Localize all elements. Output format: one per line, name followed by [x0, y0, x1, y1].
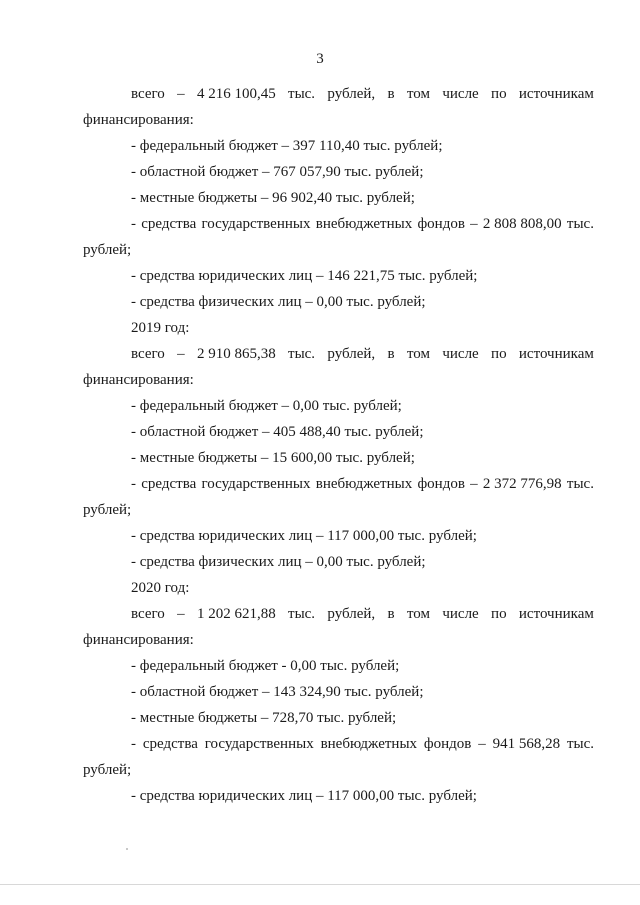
state-funds-line [131, 735, 594, 753]
word: по [491, 606, 507, 622]
page-number: 3 [316, 51, 324, 67]
word: числе [442, 86, 479, 102]
word: средства [141, 216, 197, 232]
regional-budget-line: - областной бюджет – 767 057,90 тыс. рублей; [131, 164, 424, 180]
total-2019-line [131, 345, 594, 363]
state-funds-line [131, 215, 594, 233]
word: – [177, 606, 185, 622]
regional-budget-line: - областной бюджет – 143 324,90 тыс. рублей; [131, 684, 424, 700]
word: тыс. [288, 86, 316, 102]
word: 2 372 776,98 [482, 476, 562, 492]
word: - [131, 476, 136, 492]
individuals-line: - средства физических лиц – 0,00 тыс. рублей; [131, 554, 426, 570]
local-budgets-line: - местные бюджеты – 96 902,40 тыс. рублей; [131, 190, 415, 206]
word: фондов [423, 736, 472, 752]
legal-entities-line: - средства юридических лиц – 117 000,00 тыс. рублей; [131, 788, 477, 804]
word: по [491, 86, 507, 102]
federal-budget-line: - федеральный бюджет – 397 110,40 тыс. рублей; [131, 138, 443, 154]
total-2020-line [131, 605, 594, 623]
word: – [177, 86, 185, 102]
word: рублей, [327, 606, 376, 622]
word: – [470, 216, 478, 232]
total-2018-line [131, 85, 594, 103]
word: том [406, 606, 431, 622]
word: государственных [204, 736, 314, 752]
federal-budget-line: - федеральный бюджет – 0,00 тыс. рублей; [131, 398, 402, 414]
local-budgets-line: - местные бюджеты – 15 600,00 тыс. рублей; [131, 450, 415, 466]
federal-budget-line: - федеральный бюджет - 0,00 тыс. рублей; [131, 658, 400, 674]
word: – [478, 736, 486, 752]
individuals-line: - средства физических лиц – 0,00 тыс. рублей; [131, 294, 426, 310]
word: фондов [417, 216, 465, 232]
text-line: финансирования: [83, 112, 194, 128]
regional-budget-line: - областной бюджет – 405 488,40 тыс. рублей; [131, 424, 424, 440]
text-line: рублей; [83, 242, 132, 258]
word: 2 808 808,00 [482, 216, 562, 232]
text-line: финансирования: [83, 372, 194, 388]
word: 1 202 621,88 [196, 606, 276, 622]
scan-speck [126, 848, 128, 850]
word: числе [442, 346, 479, 362]
word: тыс. [566, 736, 594, 752]
word: – [470, 476, 478, 492]
word: государственных [201, 476, 311, 492]
word: тыс. [566, 216, 594, 232]
word: тыс. [288, 346, 316, 362]
year-heading: 2019 год: [131, 320, 190, 336]
word: внебюджетных [315, 216, 413, 232]
word: средства [141, 476, 197, 492]
word: - [131, 216, 136, 232]
word: в [387, 346, 395, 362]
word: внебюджетных [315, 476, 413, 492]
word: источникам [518, 346, 594, 362]
word: источникам [518, 86, 594, 102]
word: том [406, 346, 431, 362]
word: тыс. [566, 476, 594, 492]
legal-entities-line: - средства юридических лиц – 146 221,75 тыс. рублей; [131, 268, 478, 284]
word: внебюджетных [320, 736, 418, 752]
word: в [387, 606, 395, 622]
word: всего [131, 606, 165, 622]
word: рублей, [327, 346, 376, 362]
word: государственных [201, 216, 311, 232]
word: тыс. [288, 606, 316, 622]
local-budgets-line: - местные бюджеты – 728,70 тыс. рублей; [131, 710, 397, 726]
word: средства [142, 736, 198, 752]
word: числе [442, 606, 479, 622]
word: фондов [417, 476, 465, 492]
word: источникам [518, 606, 594, 622]
legal-entities-line: - средства юридических лиц – 117 000,00 тыс. рублей; [131, 528, 477, 544]
word: - [131, 736, 136, 752]
year-heading: 2020 год: [131, 580, 190, 596]
word: рублей, [327, 86, 376, 102]
state-funds-line [131, 475, 594, 493]
word: 941 568,28 [492, 736, 561, 752]
word: в [387, 86, 395, 102]
word: всего [131, 346, 165, 362]
scan-edge-line [0, 884, 640, 885]
word: 2 910 865,38 [196, 346, 276, 362]
text-line: финансирования: [83, 632, 194, 648]
text-line: рублей; [83, 762, 132, 778]
word: всего [131, 86, 165, 102]
word: том [406, 86, 431, 102]
word: 4 216 100,45 [196, 86, 276, 102]
text-line: рублей; [83, 502, 132, 518]
word: – [177, 346, 185, 362]
word: по [491, 346, 507, 362]
